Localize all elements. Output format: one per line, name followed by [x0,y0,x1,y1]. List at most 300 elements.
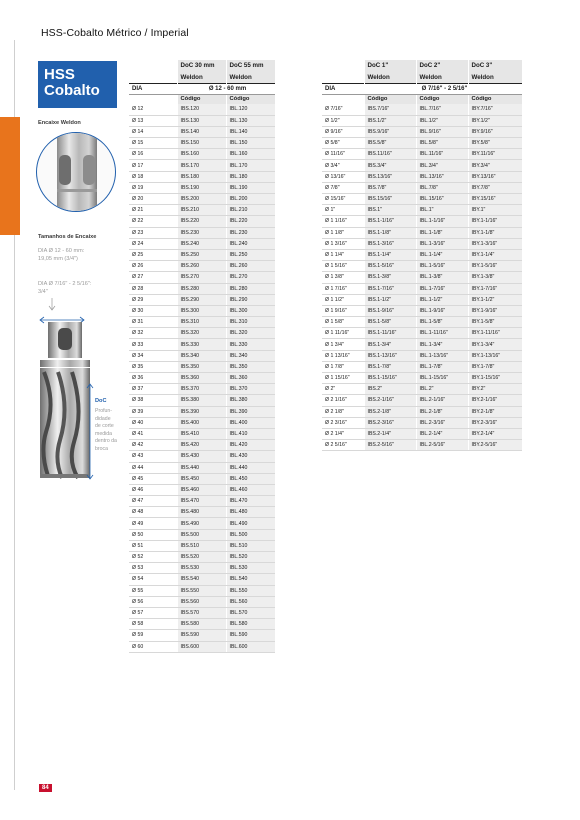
page-number: 84 [39,784,52,792]
table-row [322,373,522,384]
code-cell: IBS.490 [177,518,226,529]
metric-code-label-1: Código [177,94,226,104]
code-cell: IBS.380 [177,395,226,406]
code-cell: IBL.410 [226,428,275,439]
table-row [129,328,275,339]
diameter-cell: Ø 18 [129,171,177,182]
diameter-cell: Ø 19 [129,182,177,193]
code-cell: IBY.1-3/16" [468,238,522,249]
table-row [129,249,275,260]
diameter-cell: Ø 37 [129,384,177,395]
code-cell: IBS.500 [177,529,226,540]
code-cell: IBL.510 [226,540,275,551]
code-cell: IBS.470 [177,496,226,507]
table-row [129,596,275,607]
code-cell: IBS.440 [177,462,226,473]
code-cell: IBY.2" [468,384,522,395]
diameter-cell: Ø 21 [129,205,177,216]
code-cell: IBL.260 [226,261,275,272]
code-cell: IBS.240 [177,238,226,249]
code-cell: IBS.1-1/16" [364,216,416,227]
code-cell: IBS.320 [177,328,226,339]
code-cell: IBL.180 [226,171,275,182]
code-cell: IBL.120 [226,104,275,115]
code-cell: IBY.1" [468,205,522,216]
diameter-cell: Ø 2 3/16" [322,417,364,428]
code-cell: IBL.340 [226,350,275,361]
code-cell: IBS.1-11/16" [364,328,416,339]
table-row [322,205,522,216]
table-row [322,171,522,182]
diameter-cell: Ø 1/2" [322,115,364,126]
table-row [322,417,522,428]
diameter-cell: Ø 27 [129,272,177,283]
table-row [129,563,275,574]
diameter-cell: Ø 34 [129,350,177,361]
code-cell: IBL.150 [226,138,275,149]
table-row [322,350,522,361]
code-cell: IBL.3/4" [416,160,468,171]
code-cell: IBS.1-9/16" [364,305,416,316]
doc-desc-line: de corte [95,423,114,430]
diameter-cell: Ø 13/16" [322,171,364,182]
code-cell: IBS.2-5/16" [364,440,416,451]
table-row [322,361,522,372]
table-row [129,440,275,451]
size-metric-note [38,247,84,263]
imperial-col2-title: DoC 2" [416,60,468,72]
code-cell: IBL.290 [226,294,275,305]
code-cell: IBS.190 [177,182,226,193]
code-cell: IBS.7/8" [364,182,416,193]
table-row [129,373,275,384]
imperial-col3-title: DoC 3" [468,60,522,72]
size-imperial-line-2: 3/4" [38,289,48,295]
code-cell: IBL.1-15/16" [416,373,468,384]
diameter-cell: Ø 2 1/16" [322,395,364,406]
table-row [322,261,522,272]
code-cell: IBS.300 [177,305,226,316]
table-row [129,361,275,372]
code-cell: IBL.15/16" [416,194,468,205]
brand-line-1: HSS [44,66,75,83]
table-row [129,115,275,126]
table-row [322,317,522,328]
code-cell: IBL.1-13/16" [416,350,468,361]
table-row [129,428,275,439]
diameter-cell: Ø 1 3/16" [322,238,364,249]
code-cell: IBS.9/16" [364,126,416,137]
table-row [322,194,522,205]
diameter-cell: Ø 56 [129,596,177,607]
diameter-cell: Ø 2 1/8" [322,406,364,417]
table-row [129,305,275,316]
code-cell: IBS.1-3/8" [364,272,416,283]
code-cell: IBS.370 [177,384,226,395]
code-cell: IBS.340 [177,350,226,361]
diameter-cell: Ø 1" [322,205,364,216]
code-cell: IBY.7/8" [468,182,522,193]
table-row [322,294,522,305]
diameter-cell: Ø 20 [129,194,177,205]
imperial-table [322,60,522,451]
code-cell: IBS.560 [177,596,226,607]
code-cell: IBL.1-9/16" [416,305,468,316]
doc-depth-arrow-icon [86,382,94,482]
imperial-code-label-3: Código [468,94,522,104]
weldon-shank-image [36,132,116,212]
table-row [322,216,522,227]
code-cell: IBY.1-1/16" [468,216,522,227]
metric-col2-sub: Weldon [226,72,275,84]
diameter-cell: Ø 17 [129,160,177,171]
table-row [322,440,522,451]
code-cell: IBL.240 [226,238,275,249]
diameter-cell: Ø 32 [129,328,177,339]
code-cell: IBS.580 [177,619,226,630]
code-cell: IBL.130 [226,115,275,126]
code-cell: IBS.480 [177,507,226,518]
doc-desc-line: broca [95,445,108,452]
diameter-cell: Ø 1 7/16" [322,283,364,294]
code-cell: IBS.130 [177,115,226,126]
diameter-cell: Ø 2 5/16" [322,440,364,451]
code-cell: IBS.330 [177,339,226,350]
code-cell: IBL.400 [226,417,275,428]
code-cell: IBY.15/16" [468,194,522,205]
diameter-cell: Ø 5/8" [322,138,364,149]
code-cell: IBL.280 [226,283,275,294]
code-cell: IBL.2-3/16" [416,417,468,428]
code-cell: IBS.1-7/16" [364,283,416,294]
diameter-cell: Ø 38 [129,395,177,406]
table-row [129,104,275,115]
table-row [322,182,522,193]
diameter-cell: Ø 2 1/4" [322,428,364,439]
table-row [129,272,275,283]
code-cell: IBL.1-1/8" [416,227,468,238]
table-row [322,283,522,294]
metric-dia-label: DIA [129,83,177,94]
code-cell: IBS.1" [364,205,416,216]
code-cell: IBY.13/16" [468,171,522,182]
code-cell: IBS.1-7/8" [364,361,416,372]
page-title: HSS-Cobalto Métrico / Imperial [41,27,189,39]
annular-cutter-image [36,322,92,482]
metric-header-blank [129,72,177,84]
table-row [129,585,275,596]
table-row [129,507,275,518]
size-imperial-note [38,280,91,296]
code-cell: IBL.250 [226,249,275,260]
code-cell: IBL.140 [226,126,275,137]
diameter-cell: Ø 40 [129,417,177,428]
table-row [129,205,275,216]
diameter-cell: Ø 1 15/16" [322,373,364,384]
code-cell: IBL.520 [226,552,275,563]
code-cell: IBL.450 [226,473,275,484]
code-cell: IBL.2-1/4" [416,428,468,439]
table-row [322,126,522,137]
diameter-cell: Ø 11/16" [322,149,364,160]
table-row [129,496,275,507]
diameter-cell: Ø 42 [129,440,177,451]
code-cell: IBS.2" [364,384,416,395]
diameter-cell: Ø 3/4" [322,160,364,171]
code-cell: IBY.1-1/2" [468,294,522,305]
code-cell: IBS.11/16" [364,149,416,160]
code-cell: IBS.1-1/4" [364,249,416,260]
code-cell: IBS.430 [177,451,226,462]
code-cell: IBS.310 [177,317,226,328]
code-cell: IBY.1-7/16" [468,283,522,294]
metric-col1-sub: Weldon [177,72,226,84]
code-cell: IBS.140 [177,126,226,137]
table-row [129,552,275,563]
code-cell: IBL.430 [226,451,275,462]
code-cell: IBL.1-1/16" [416,216,468,227]
diameter-cell: Ø 2" [322,384,364,395]
code-cell: IBY.7/16" [468,104,522,115]
code-cell: IBY.2-3/16" [468,417,522,428]
brand-line-2: Cobalto [44,82,100,99]
table-row [129,160,275,171]
table-row [129,384,275,395]
metric-code-label-2: Código [226,94,275,104]
diameter-cell: Ø 59 [129,630,177,641]
doc-label: DoC [95,398,107,404]
metric-header-blank [129,60,177,72]
table-row [129,261,275,272]
code-cell: IBS.2-3/16" [364,417,416,428]
code-cell: IBL.540 [226,574,275,585]
table-row [322,160,522,171]
diameter-cell: Ø 43 [129,451,177,462]
metric-col2-title: DoC 55 mm [226,60,275,72]
code-cell: IBS.3/4" [364,160,416,171]
code-cell: IBS.120 [177,104,226,115]
code-cell: IBY.1-1/4" [468,249,522,260]
code-cell: IBL.600 [226,641,275,652]
imperial-col2-sub: Weldon [416,72,468,84]
diameter-cell: Ø 47 [129,496,177,507]
code-cell: IBL.380 [226,395,275,406]
diameter-cell: Ø 31 [129,317,177,328]
code-cell: IBL.190 [226,182,275,193]
code-cell: IBS.530 [177,563,226,574]
code-cell: IBY.1-5/8" [468,317,522,328]
code-cell: IBL.460 [226,484,275,495]
table-row [129,641,275,652]
size-metric-line-2: 19,05 mm (3/4") [38,256,78,262]
code-cell: IBY.1-11/16" [468,328,522,339]
code-cell: IBS.230 [177,227,226,238]
doc-description [95,408,125,454]
code-cell: IBS.7/16" [364,104,416,115]
table-row [322,328,522,339]
code-cell: IBL.1" [416,205,468,216]
diameter-cell: Ø 46 [129,484,177,495]
imperial-range: Ø 7/16" - 2 5/16" [364,83,522,94]
diameter-cell: Ø 7/16" [322,104,364,115]
code-cell: IBS.2-1/16" [364,395,416,406]
code-cell: IBS.250 [177,249,226,260]
imperial-code-label-1: Código [364,94,416,104]
code-cell: IBY.1-5/16" [468,261,522,272]
code-cell: IBL.390 [226,406,275,417]
code-cell: IBS.520 [177,552,226,563]
code-cell: IBS.350 [177,361,226,372]
code-cell: IBL.9/16" [416,126,468,137]
code-cell: IBS.160 [177,149,226,160]
diameter-cell: Ø 1 13/16" [322,350,364,361]
code-cell: IBL.7/8" [416,182,468,193]
table-row [129,473,275,484]
table-row [129,574,275,585]
diameter-cell: Ø 54 [129,574,177,585]
code-cell: IBY.5/8" [468,138,522,149]
diameter-cell: Ø 1 3/8" [322,272,364,283]
table-row [322,115,522,126]
code-cell: IBS.590 [177,630,226,641]
table-row [129,451,275,462]
code-cell: IBS.2-1/8" [364,406,416,417]
code-cell: IBL.1-3/4" [416,339,468,350]
diameter-cell: Ø 57 [129,607,177,618]
diameter-cell: Ø 13 [129,115,177,126]
code-cell: IBS.13/16" [364,171,416,182]
code-cell: IBL.200 [226,194,275,205]
doc-desc-line: dentro da [95,438,117,445]
code-cell: IBY.2-5/16" [468,440,522,451]
table-row [129,484,275,495]
code-cell: IBL.1-11/16" [416,328,468,339]
code-cell: IBY.1/2" [468,115,522,126]
code-cell: IBL.1-5/16" [416,261,468,272]
table-row [322,428,522,439]
diameter-cell: Ø 49 [129,518,177,529]
code-cell: IBS.1-3/4" [364,339,416,350]
diameter-cell: Ø 15 [129,138,177,149]
diameter-cell: Ø 12 [129,104,177,115]
table-row [129,607,275,618]
code-cell: IBS.410 [177,428,226,439]
code-cell: IBS.450 [177,473,226,484]
diameter-cell: Ø 45 [129,473,177,484]
code-cell: IBL.580 [226,619,275,630]
code-cell: IBY.2-1/4" [468,428,522,439]
table-row [322,249,522,260]
code-cell: IBS.1-3/16" [364,238,416,249]
table-row [129,540,275,551]
code-cell: IBS.420 [177,440,226,451]
code-cell: IBL.500 [226,529,275,540]
table-row [322,138,522,149]
code-cell: IBL.2" [416,384,468,395]
diameter-cell: Ø 30 [129,305,177,316]
imperial-col3-sub: Weldon [468,72,522,84]
code-cell: IBS.550 [177,585,226,596]
imperial-code-label-2: Código [416,94,468,104]
table-row [129,630,275,641]
code-cell: IBS.360 [177,373,226,384]
code-cell: IBS.5/8" [364,138,416,149]
table-row [322,227,522,238]
code-cell: IBL.270 [226,272,275,283]
code-cell: IBL.370 [226,384,275,395]
code-cell: IBL.5/8" [416,138,468,149]
metric-range: Ø 12 - 60 mm [177,83,275,94]
code-cell: IBY.1-3/4" [468,339,522,350]
diameter-cell: Ø 36 [129,373,177,384]
diameter-cell: Ø 25 [129,249,177,260]
diameter-cell: Ø 22 [129,216,177,227]
metric-table [129,60,275,653]
diameter-cell: Ø 53 [129,563,177,574]
diameter-cell: Ø 1 5/8" [322,317,364,328]
code-cell: IBL.480 [226,507,275,518]
code-cell: IBL.11/16" [416,149,468,160]
diameter-cell: Ø 33 [129,339,177,350]
diameter-cell: Ø 55 [129,585,177,596]
diameter-cell: Ø 28 [129,283,177,294]
table-row [322,395,522,406]
code-cell: IBL.420 [226,440,275,451]
code-cell: IBY.2-1/8" [468,406,522,417]
tamanhos-label: Tamanhos de Encaixe [38,234,97,240]
code-cell: IBL.490 [226,518,275,529]
code-cell: IBS.200 [177,194,226,205]
code-cell: IBL.210 [226,205,275,216]
code-cell: IBS.260 [177,261,226,272]
code-cell: IBL.350 [226,361,275,372]
diameter-cell: Ø 1 1/2" [322,294,364,305]
code-cell: IBL.1-5/8" [416,317,468,328]
code-cell: IBL.1-7/16" [416,283,468,294]
diameter-cell: Ø 41 [129,428,177,439]
code-cell: IBS.510 [177,540,226,551]
diameter-cell: Ø 35 [129,361,177,372]
code-cell: IBL.2-5/16" [416,440,468,451]
code-cell: IBL.310 [226,317,275,328]
orange-section-tab [0,117,20,235]
diameter-cell: Ø 1 7/8" [322,361,364,372]
code-cell: IBY.1-13/16" [468,350,522,361]
table-row [129,518,275,529]
code-cell: IBL.560 [226,596,275,607]
table-row [129,395,275,406]
diameter-cell: Ø 7/8" [322,182,364,193]
table-row [322,238,522,249]
diameter-cell: Ø 51 [129,540,177,551]
code-cell: IBY.1-7/8" [468,361,522,372]
size-metric-line-1: DIA Ø 12 - 60 mm: [38,248,85,254]
table-row [322,339,522,350]
code-cell: IBL.440 [226,462,275,473]
code-cell: IBS.210 [177,205,226,216]
code-cell: IBS.1-5/8" [364,317,416,328]
metric-col1-title: DoC 30 mm [177,60,226,72]
code-cell: IBL.230 [226,227,275,238]
diameter-cell: Ø 16 [129,149,177,160]
table-row [129,171,275,182]
code-cell: IBL.7/16" [416,104,468,115]
code-cell: IBS.400 [177,417,226,428]
code-cell: IBS.540 [177,574,226,585]
code-cell: IBL.470 [226,496,275,507]
table-row [129,317,275,328]
table-row [129,227,275,238]
